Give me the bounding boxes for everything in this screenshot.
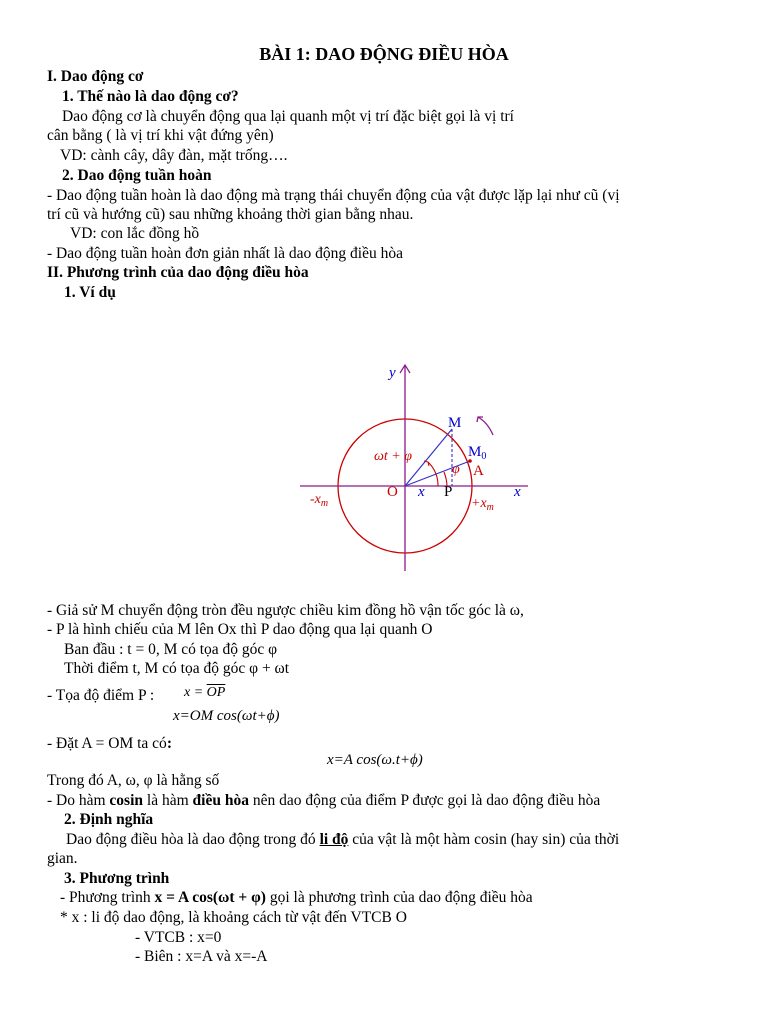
formula-x-a: x=A cos(ω.t+ϕ) <box>327 752 423 768</box>
paragraph-line: - Tọa độ điểm P : <box>47 687 155 704</box>
paragraph-line: trí cũ và hướng cũ) sau những khoảng thời gian bằng nhau. <box>47 206 414 223</box>
angle-arc-wt <box>428 462 438 486</box>
text-span: x = A cos(ωt + φ) <box>154 889 266 906</box>
rotation-arrow <box>478 417 493 435</box>
paragraph-line: gian. <box>47 850 78 867</box>
subsection-1-1-heading: 1. Thế nào là dao động cơ? <box>62 88 239 105</box>
text-span: - Do hàm <box>47 792 110 809</box>
origin-label: O <box>387 484 398 500</box>
formula-vector: $\overline{OP}$ <box>206 685 226 700</box>
paragraph-line: - VTCB : x=0 <box>135 929 222 946</box>
text-span: của vật là một hàm cosin (hay sin) của thời <box>348 831 620 848</box>
neg-xm-label: $-x_m$ <box>310 492 329 509</box>
text-span: : <box>166 735 172 752</box>
paragraph-line: - Dao động tuần hoàn đơn giản nhất là dao động điều hòa <box>47 245 404 262</box>
paragraph-line: Trong đó A, ω, φ là hằng số <box>47 772 220 789</box>
paragraph-line <box>66 830 619 849</box>
angle-phi-label: φ <box>452 462 460 477</box>
subsection-2-2-heading: 2. Định nghĩa <box>64 811 154 828</box>
text-span: - Đặt A = OM ta có <box>47 735 167 752</box>
angle-wt-label: ωt + φ <box>374 449 412 464</box>
point-a-label: A <box>473 463 484 479</box>
paragraph-line <box>47 791 600 810</box>
formula-x-om: x=OM cos(ωt+ϕ) <box>173 708 280 724</box>
formula-text: x = <box>184 685 204 700</box>
text-span: Dao động điều hòa là dao động trong đó <box>66 831 320 848</box>
paragraph-line: Dao động cơ là chuyển động qua lại quanh một vị trí đặc biệt gọi là vị trí <box>62 108 514 125</box>
example-line: VD: cành cây, dây đàn, mặt trống…. <box>60 147 288 164</box>
text-span: - Phương trình <box>60 889 155 906</box>
paragraph-line: cân bằng ( là vị trí khi vật đứng yên) <box>47 127 274 144</box>
point-m-label: M <box>448 415 462 431</box>
paragraph-line: Thời điểm t, M có tọa độ góc φ + ωt <box>64 660 290 677</box>
section-2-heading: II. Phương trình của dao động điều hòa <box>47 264 309 281</box>
example-line: VD: con lắc đồng hồ <box>70 225 200 242</box>
text-span: gọi là phương trình của dao động điều hòa <box>265 889 533 906</box>
paragraph-line <box>47 734 172 753</box>
paragraph-line: Ban đầu : t = 0, M có tọa độ góc φ <box>64 641 278 658</box>
text-span: điều hòa <box>192 792 249 809</box>
formula-x-op <box>184 683 225 702</box>
paragraph-line: - P là hình chiếu của M lên Ox thì P dao động qua lại quanh O <box>47 621 433 638</box>
paragraph-line: - Giả sử M chuyển động tròn đều ngược chiều kim đồng hồ vận tốc góc là ω, <box>47 602 524 619</box>
paragraph-line: - Biên : x=A và x=-A <box>135 948 268 965</box>
paragraph-line <box>60 888 533 907</box>
section-1-heading: I. Dao động cơ <box>47 68 144 85</box>
point-m0-label: $M_0$ <box>468 444 487 462</box>
text-span: cosin <box>109 792 144 809</box>
subsection-2-1-heading: 1. Ví dụ <box>64 284 116 301</box>
x-axis-label: x <box>514 484 521 500</box>
page-title: BÀI 1: DAO ĐỘNG ĐIỀU HÒA <box>259 44 509 64</box>
text-span: là hàm <box>143 792 193 809</box>
circle-diagram <box>290 355 540 580</box>
x-coordinate-label: x <box>418 484 425 500</box>
y-axis-label: y <box>389 365 396 381</box>
paragraph-line: * x : li độ dao động, là khoảng cách từ vật đến VTCB O <box>60 909 407 926</box>
subsection-2-3-heading: 3. Phương trình <box>64 870 170 887</box>
text-span: nên dao động của điểm P được gọi là dao động điều hòa <box>248 792 601 809</box>
pos-xm-label: $+x_m$ <box>471 496 494 513</box>
point-p-label: P <box>444 484 453 500</box>
paragraph-line: - Dao động tuần hoàn là dao động mà trạng thái chuyển động của vật được lặp lại như cũ (vị <box>47 187 620 204</box>
text-span: li độ <box>319 831 349 848</box>
subsection-1-2-heading: 2. Dao động tuần hoàn <box>62 167 212 184</box>
